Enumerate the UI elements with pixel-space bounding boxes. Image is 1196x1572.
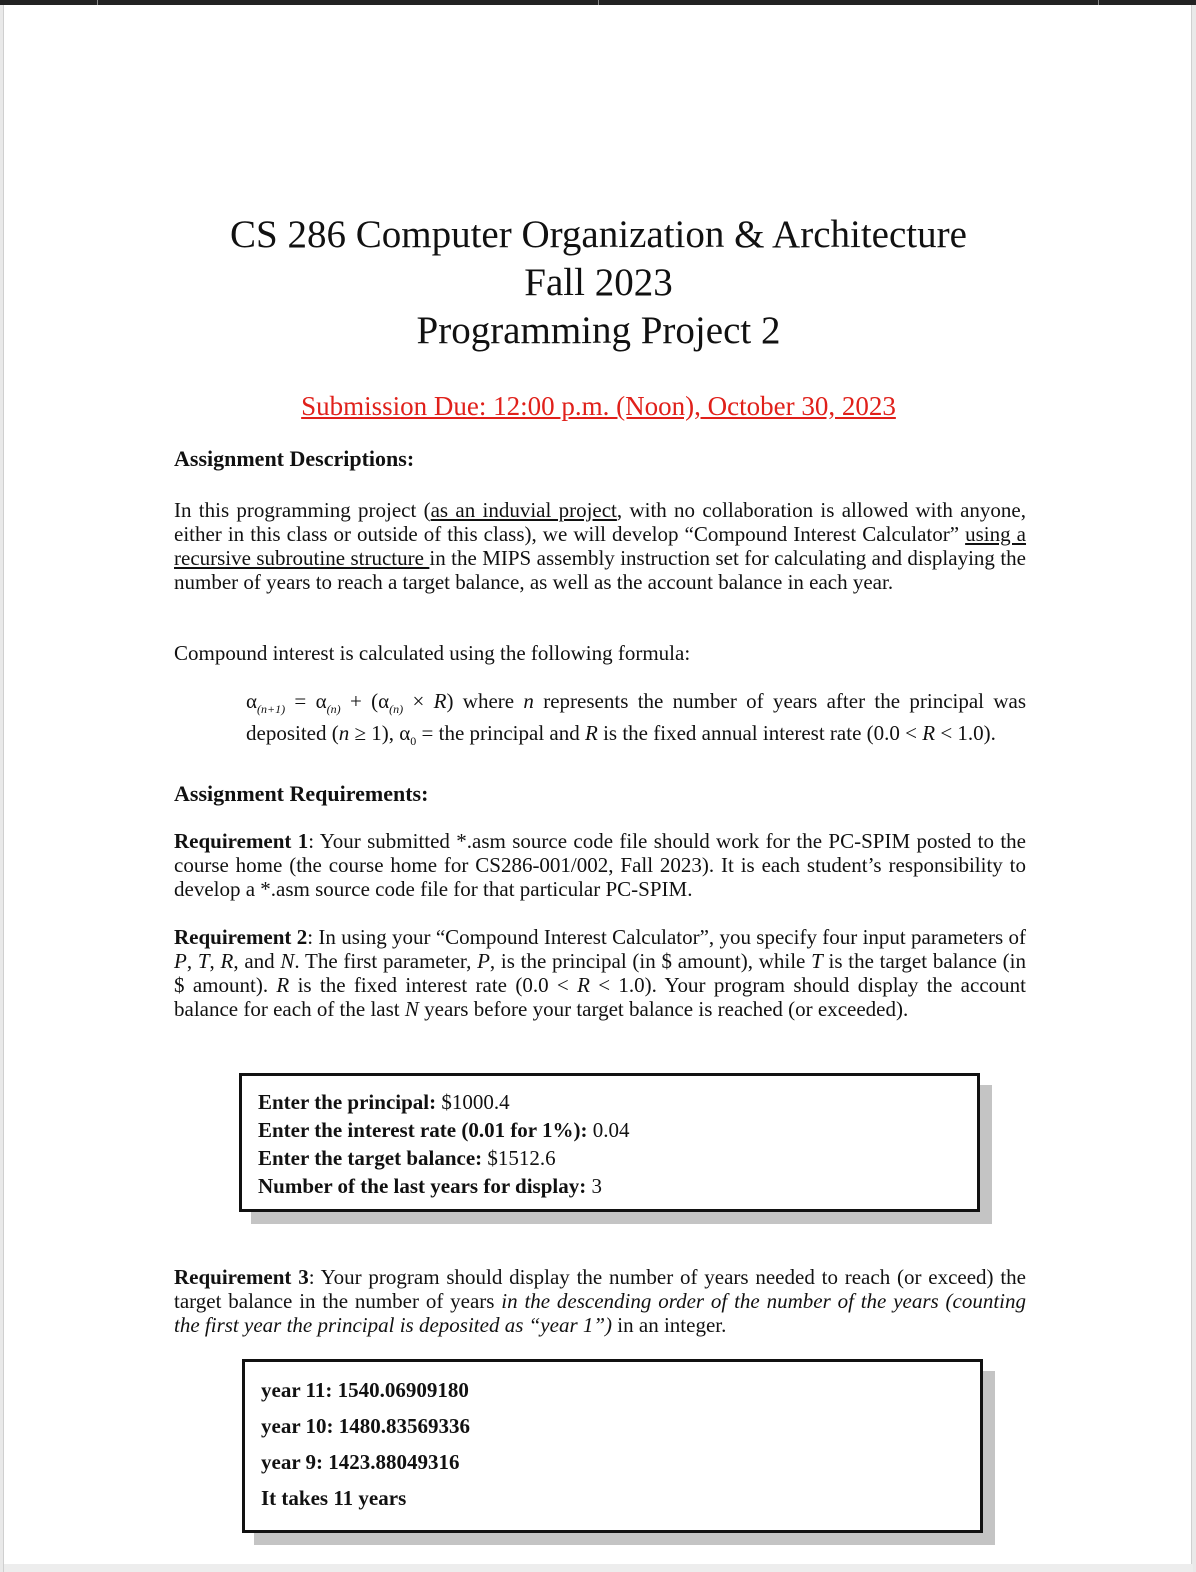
input-line-principal: Enter the principal: $1000.4 xyxy=(258,1090,510,1114)
document-page xyxy=(3,5,1192,1572)
input-line-years: Number of the last years for display: 3 xyxy=(258,1174,602,1198)
project-title: Programming Project 2 xyxy=(416,309,781,352)
input-example-box xyxy=(239,1073,980,1212)
formula-paragraph: $\alpha_{(n+1)} = \alpha_{(n)} + (\alpha_{(n)} \times R)$ where n represents the number of years after the principal was deposited (n ≥ 1), $\alpha_0$ = the principal and R is the fixed annual interest rate (0.0 < R < 1.0). xyxy=(246,689,1027,749)
course-title: CS 286 Computer Organization & Architecture xyxy=(230,213,967,256)
descriptions-heading: Assignment Descriptions: xyxy=(174,446,415,471)
output-line: year 10: 1480.83569336 xyxy=(261,1414,471,1438)
page-bottom-edge xyxy=(4,1564,1193,1572)
output-line: year 9: 1423.88049316 xyxy=(261,1450,460,1474)
input-line-target: Enter the target balance: $1512.6 xyxy=(258,1146,556,1170)
requirement-1: Requirement 1: Your submitted *.asm source code file should work for the PC-SPIM posted to the course home (the course home for CS286-001/002, Fall 2023). It is each student’s responsibility to develop a *.asm source code file for that particular PC-SPIM. xyxy=(174,829,1026,901)
requirement-2: Requirement 2: In using your “Compound Interest Calculator”, you specify four input parameters of P, T, R, and N. The first parameter, P, is the principal (in $ amount), while T is the target balance (in $ amount). R is the fixed interest rate (0.0 < R < 1.0). Your program should display the account balance for each of the last N years before your target balance is reached (or exceeded). xyxy=(174,925,1027,1021)
description-paragraph: In this programming project (as an induvial project, with no collaboration is allowed with anyone, either in this class or outside of this class), we will develop “Compound Interest Calculator” using a recursive subroutine structure in the MIPS assembly instruction set for calculating and displaying the number of years to reach a target balance, as well as the account balance in each year. xyxy=(174,498,1027,594)
input-line-rate: Enter the interest rate (0.01 for 1%): 0.04 xyxy=(258,1118,630,1142)
formula-intro: Compound interest is calculated using the following formula: xyxy=(174,641,691,665)
requirements-heading: Assignment Requirements: xyxy=(174,781,429,806)
submission-due: Submission Due: 12:00 p.m. (Noon), October 30, 2023 xyxy=(301,391,896,421)
output-line: It takes 11 years xyxy=(261,1486,407,1510)
semester: Fall 2023 xyxy=(524,261,673,304)
output-line: year 11: 1540.06909180 xyxy=(261,1378,469,1402)
output-example-box xyxy=(242,1359,983,1533)
requirement-3: Requirement 3: Your program should display the number of years needed to reach (or exceed) the target balance in the number of years in the descending order of the number of the years (counting the first year the principal is deposited as “year 1”) in an integer. xyxy=(174,1265,1027,1337)
